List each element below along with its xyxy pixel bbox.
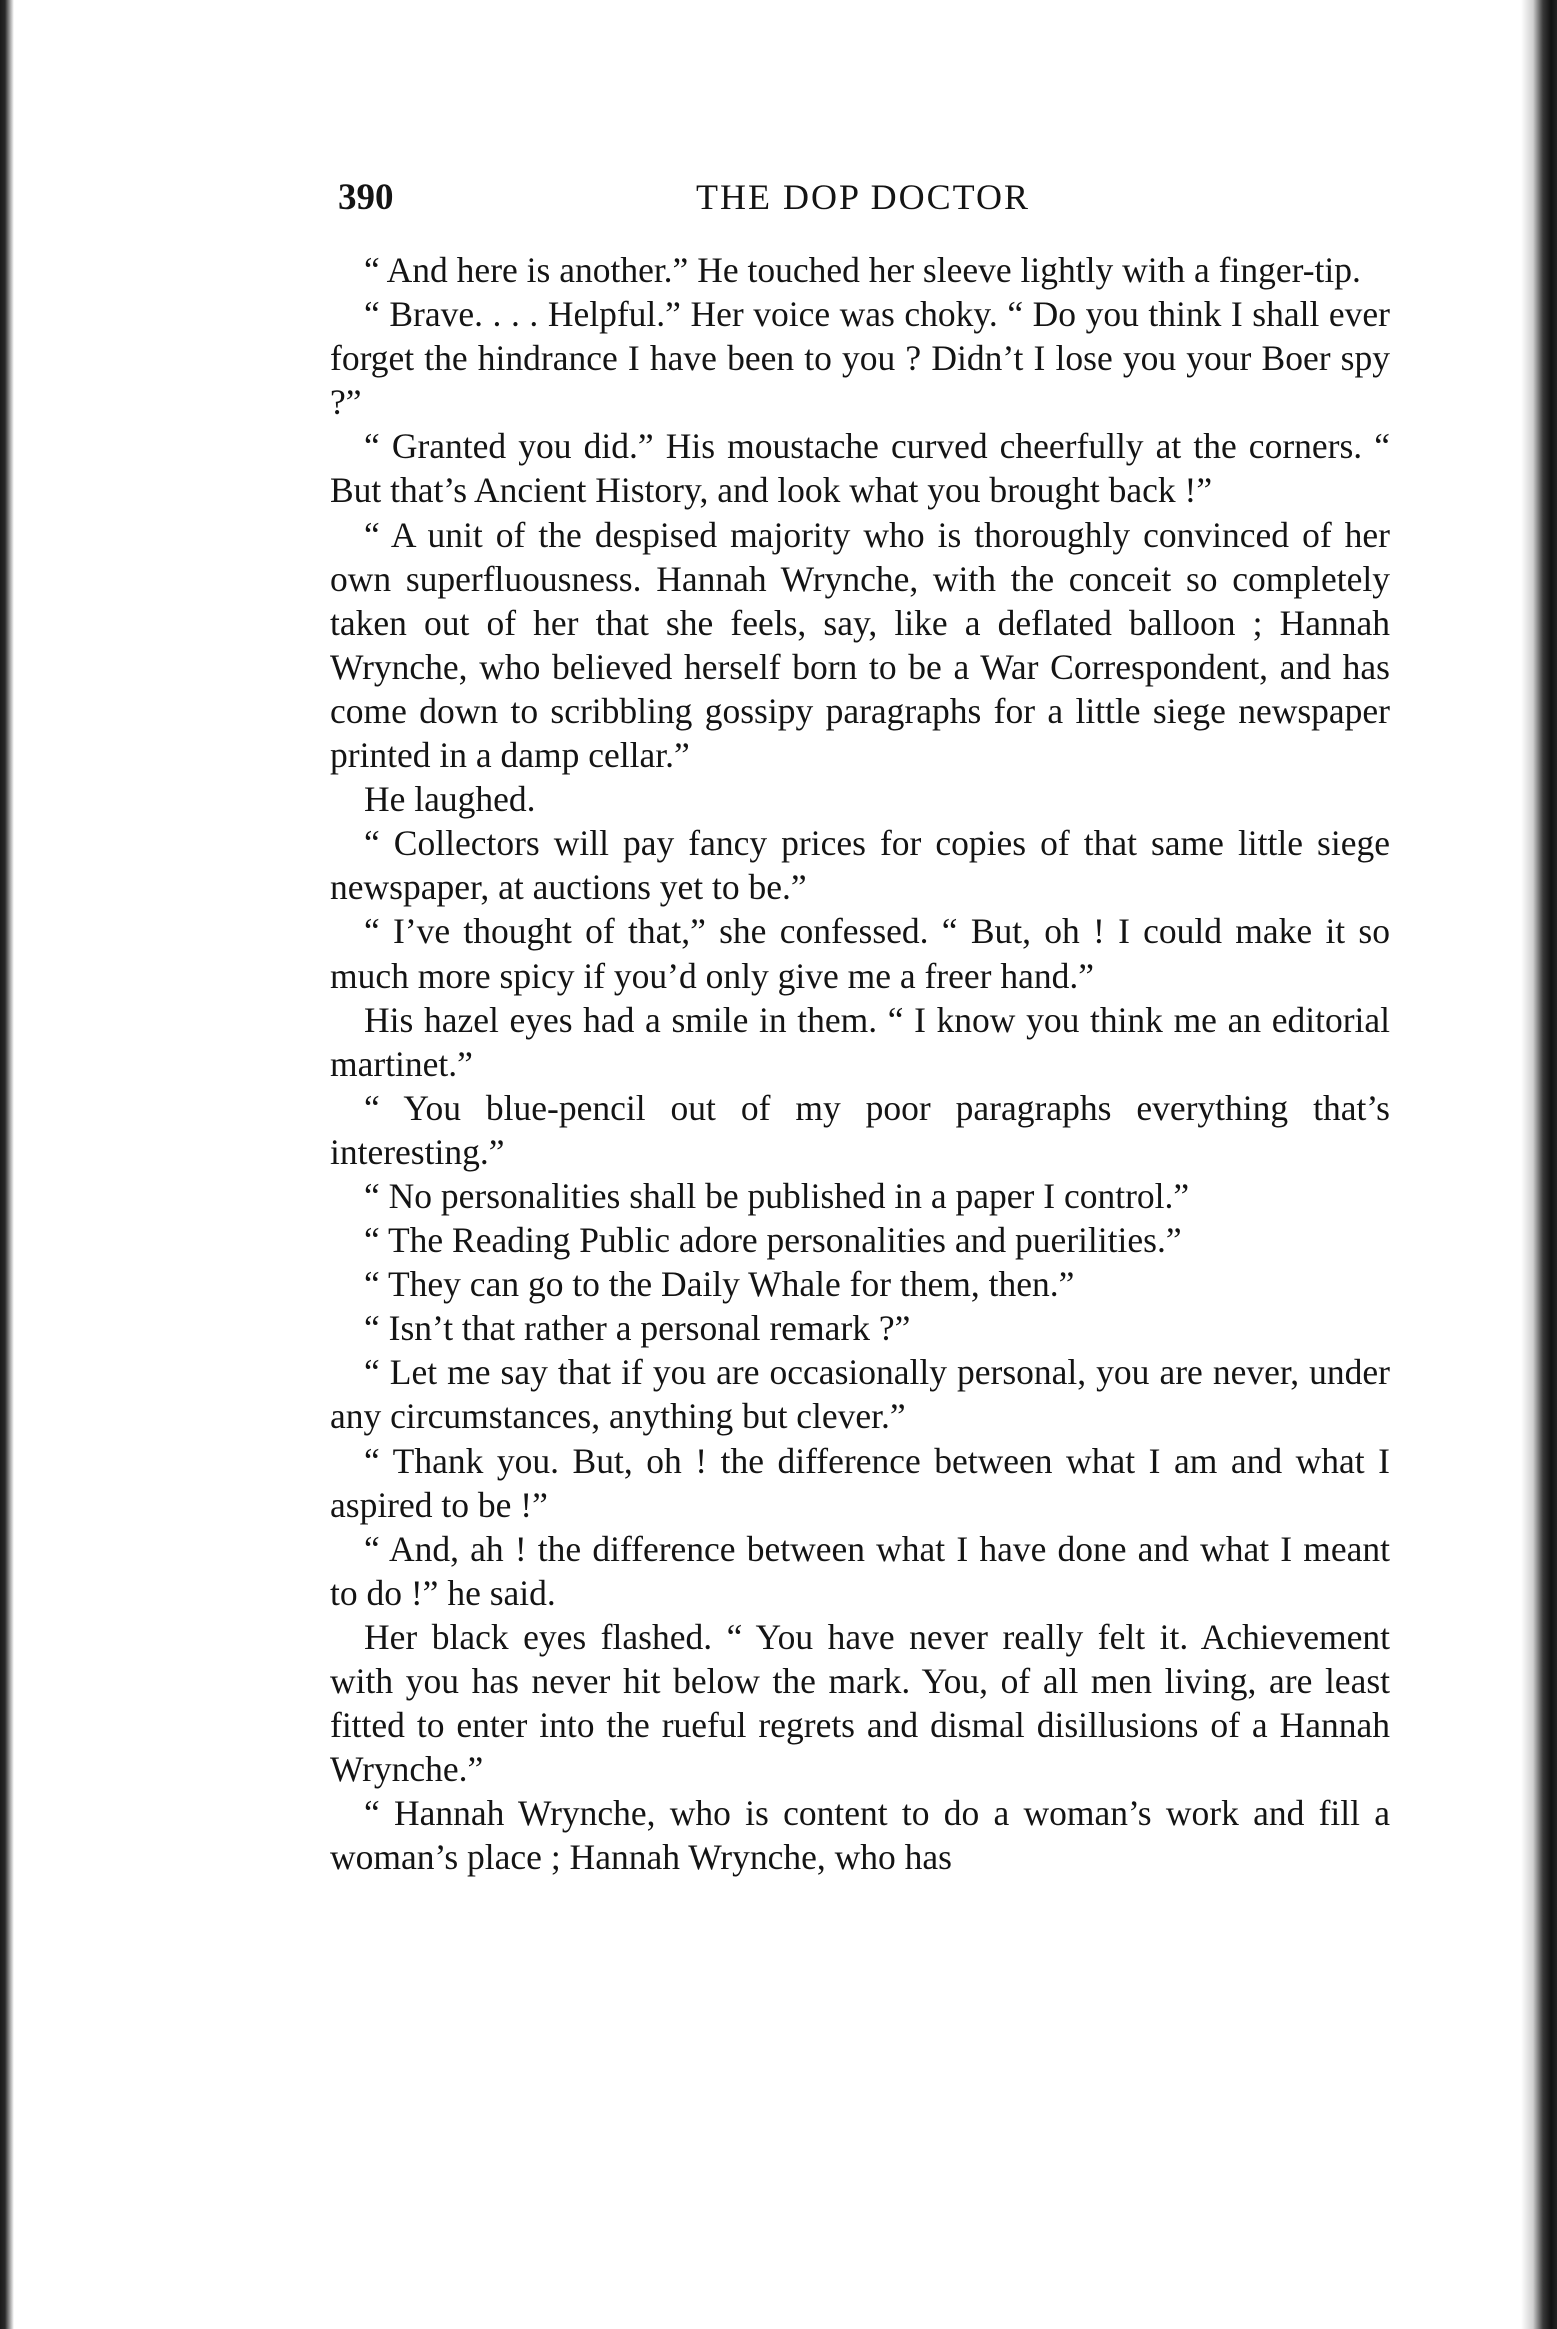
- paragraph: “ Brave. . . . Helpful.” Her voice was choky. “ Do you think I shall ever forget the hindrance I have been to you ? Didn’t I lose you your Boer spy ?”: [330, 294, 1390, 423]
- page-number: 390: [338, 177, 394, 218]
- paragraph: “ Collectors will pay fancy prices for copies of that same little siege newspaper, at auctions yet to be.”: [330, 823, 1390, 908]
- paragraph: “ A unit of the despised majority who is thoroughly convinced of her own superfluousness. Hannah Wrynche, with the conceit so completely taken out of her that she feels, say, like a deflated balloon ; Hannah Wrynche, who believed herself born to be a War Correspondent, and has come down to scribbling gossipy paragraphs for a little siege newspaper printed in a damp cellar.”: [330, 514, 1390, 776]
- paragraph: “ And here is another.” He touched her sleeve lightly with a finger-tip.: [364, 250, 1361, 290]
- scan-edge-right: [1521, 0, 1557, 2329]
- paragraph: “ Isn’t that rather a personal remark ?”: [364, 1308, 911, 1349]
- paragraph: “ I’ve thought of that,” she confessed. “ But, oh ! I could make it so much more spicy if you’d only give me a freer hand.”: [330, 911, 1390, 996]
- paragraph: His hazel eyes had a smile in them. “ I know you think me an editorial martinet.”: [330, 999, 1390, 1084]
- running-head: THE DOP DOCTOR: [695, 177, 1031, 217]
- paragraph: “ No personalities shall be published in a paper I control.”: [364, 1175, 1190, 1216]
- paragraph: “ You blue-pencil out of my poor paragraphs everything that’s interesting.”: [330, 1087, 1390, 1172]
- paragraph: “ They can go to the Daily Whale for them, then.”: [364, 1264, 1075, 1305]
- paragraph: “ Let me say that if you are occasionally personal, you are never, under any circumstances, anything but clever.”: [330, 1352, 1390, 1437]
- paragraph: “ Hannah Wrynche, who is content to do a woman’s work and fill a woman’s place ; Hannah Wrynche, who has: [330, 1793, 1390, 1878]
- paragraph: “ Granted you did.” His moustache curved cheerfully at the corners. “ But that’s Ancient History, and look what you brought back !”: [330, 426, 1390, 511]
- paragraph: He laughed.: [364, 779, 536, 820]
- body-text: [330, 248, 1390, 1879]
- paragraph: “ The Reading Public adore personalities and puerilities.”: [364, 1220, 1182, 1261]
- page-header: [338, 176, 1388, 226]
- scan-edge-left: [0, 0, 14, 2329]
- paragraph: “ And, ah ! the difference between what I have done and what I meant to do !” he said.: [330, 1528, 1390, 1613]
- paragraph: Her black eyes flashed. “ You have never really felt it. Achievement with you has never hit below the mark. You, of all men living, are least fitted to enter into the rueful regrets and dismal disillusions of a Hannah Wrynche.”: [330, 1616, 1390, 1790]
- paragraph: “ Thank you. But, oh ! the difference between what I am and what I aspired to be !”: [330, 1440, 1390, 1525]
